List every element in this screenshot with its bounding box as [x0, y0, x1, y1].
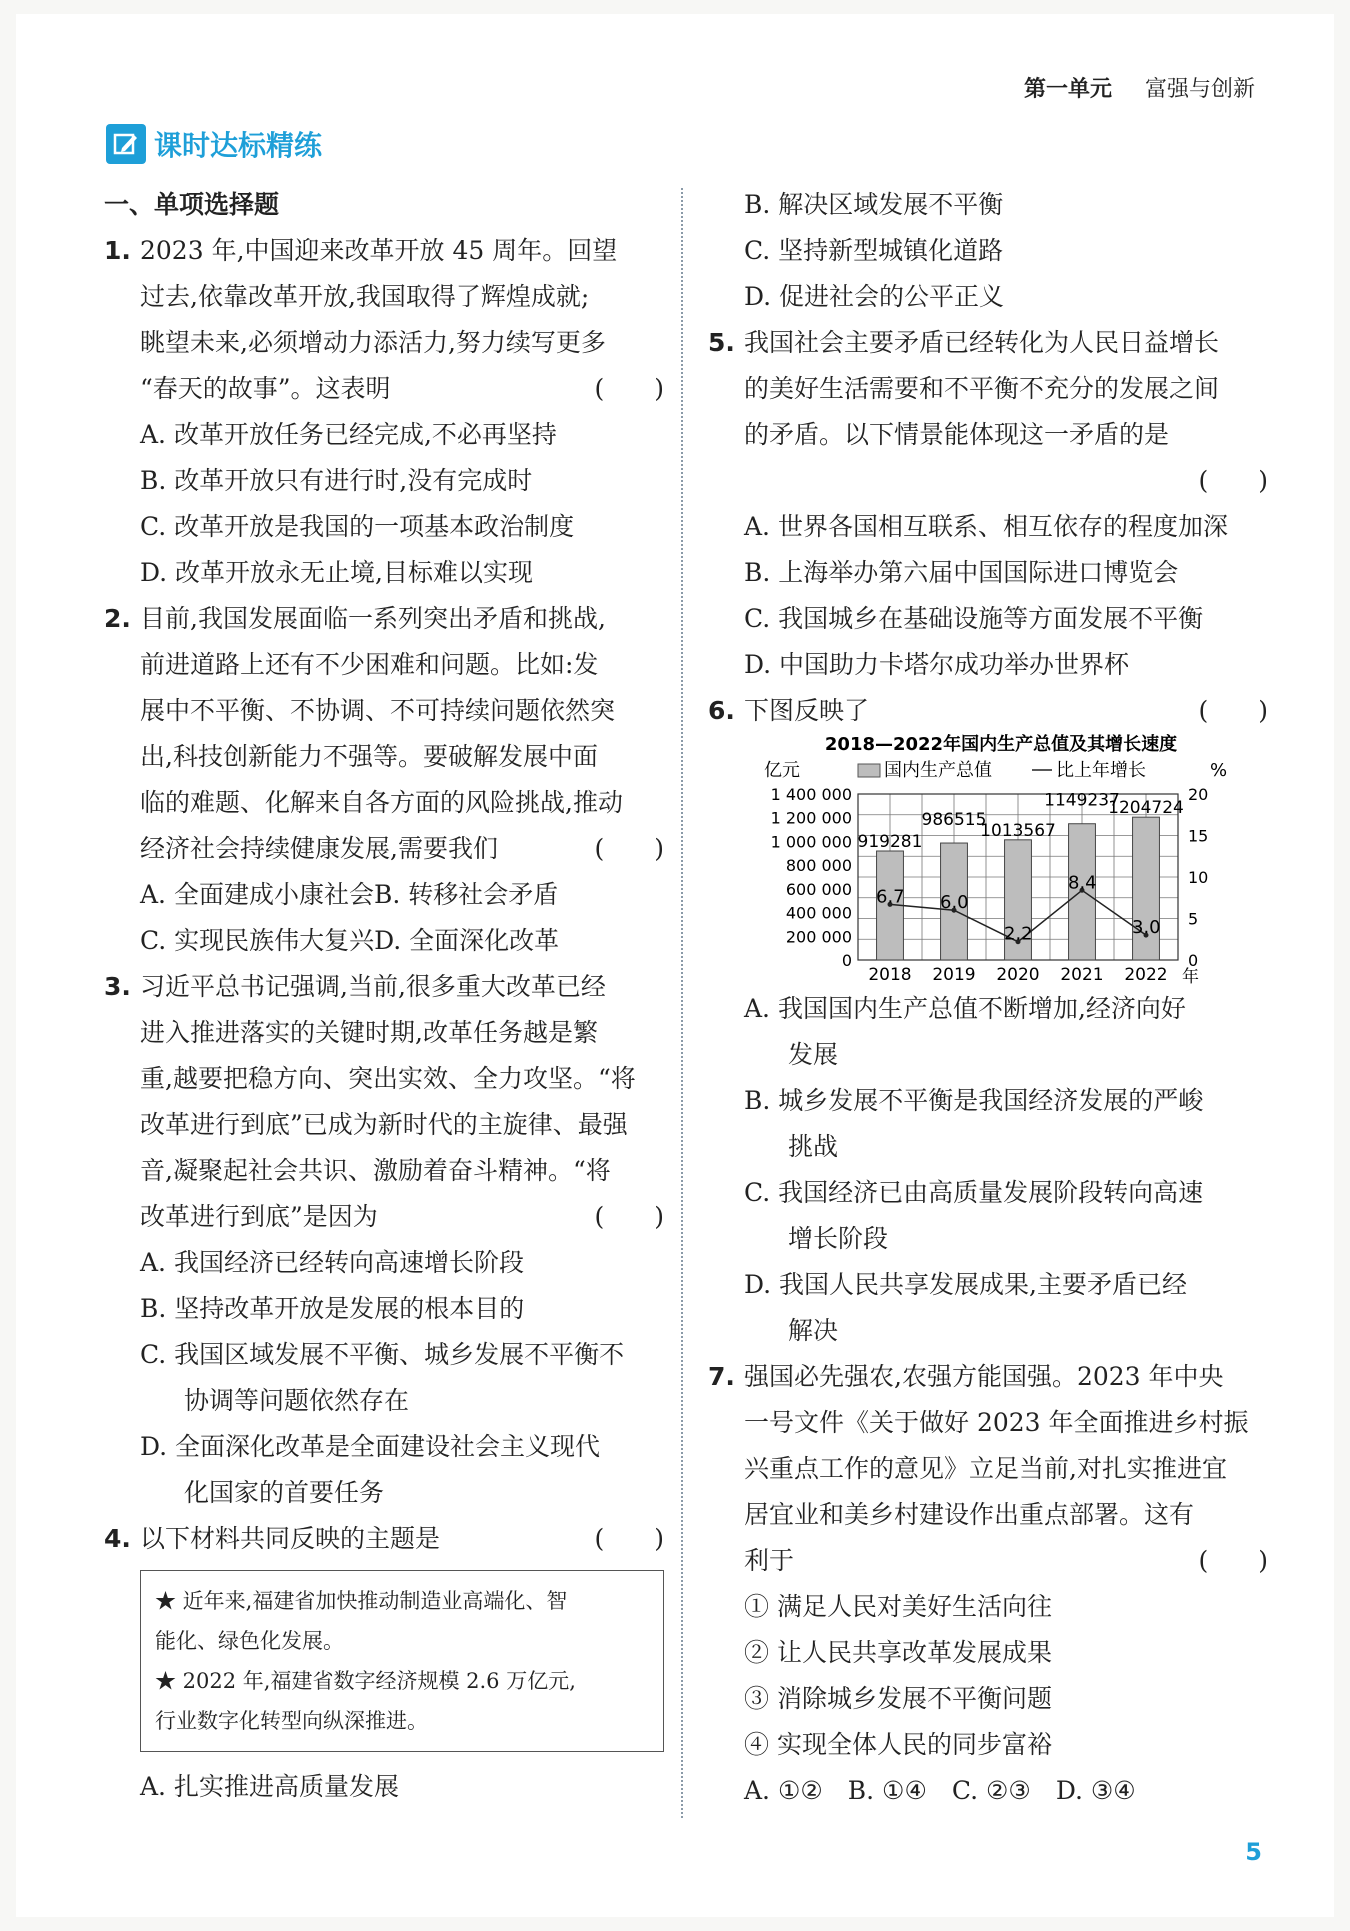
option-line: ② 让人民共享改革发展成果 [744, 1638, 1052, 1667]
question-text: 兴重点工作的意见》立足当前,对扎实推进宜 [744, 1454, 1227, 1483]
text-line [104, 228, 664, 274]
question-text: 下图反映了 [744, 696, 870, 725]
answer-bracket: ( ) [1198, 466, 1268, 495]
question-text: 前进道路上还有不少困难和问题。比如:发 [140, 650, 599, 679]
right-axis-unit: % [1210, 760, 1228, 781]
text-line [104, 366, 664, 412]
option-line: A. 世界各国相互联系、相互依存的程度加深 [744, 512, 1228, 541]
option-line: B. 改革开放只有进行时,没有完成时 [140, 466, 533, 495]
material-line: 能化、绿色化发展。 [155, 1629, 344, 1653]
left-tick-label: 200 000 [785, 927, 852, 947]
option-line: B. 解决区域发展不平衡 [744, 190, 1004, 219]
section-header [106, 124, 322, 164]
chart-title: 2018—2022年国内生产总值及其增长速度 [824, 734, 1178, 755]
question-number: 2. [104, 604, 131, 633]
material-line: ★ 2022 年,福建省数字经济规模 2.6 万亿元, [155, 1669, 576, 1693]
answer-bracket: ( ) [594, 834, 664, 863]
text-line [708, 1538, 1268, 1584]
option-line: B. 坚持改革开放是发展的根本目的 [140, 1294, 525, 1323]
question-text: 2023 年,中国迎来改革开放 45 周年。回望 [140, 236, 618, 265]
question-number: 4. [104, 1524, 131, 1553]
left-tick-label: 1 400 000 [770, 785, 852, 804]
question-text: 居宜业和美乡村建设作出重点部署。这有 [744, 1500, 1195, 1529]
text-line [104, 1516, 664, 1562]
left-axis-unit: 亿元 [764, 760, 800, 781]
option-line-cont: 解决 [788, 1316, 839, 1345]
growth-label: 8.4 [1068, 872, 1097, 894]
option-line: A. 我国经济已经转向高速增长阶段 [140, 1248, 524, 1277]
growth-label: 6.0 [940, 892, 969, 914]
option-line-cont: 化国家的首要任务 [184, 1478, 385, 1507]
text-line [104, 1010, 664, 1056]
answer-bracket: ( ) [594, 374, 664, 403]
text-line [104, 734, 664, 780]
right-question-lines-a [708, 182, 1268, 734]
question-text: 过去,依靠改革开放,我国取得了辉煌成就; [140, 282, 590, 311]
right-question-lines-b [708, 986, 1268, 1814]
text-line [104, 780, 664, 826]
option-line: A. 全面建成小康社会B. 转移社会矛盾 [140, 880, 559, 909]
text-line [104, 596, 664, 642]
option-line: C. 实现民族伟大复兴D. 全面深化改革 [140, 926, 560, 955]
option-line: D. 促进社会的公平正义 [744, 282, 1005, 311]
unit-label: 第一单元 [1023, 77, 1112, 102]
x-tick-label: 2021 [1060, 965, 1104, 985]
option-line: A. 改革开放任务已经完成,不必再坚持 [140, 420, 557, 449]
question-text: 利于 [744, 1546, 795, 1575]
page-header [1024, 72, 1255, 103]
right-tick-label: 0 [1188, 951, 1199, 970]
left-question-lines [104, 228, 664, 1562]
question-text: 目前,我国发展面临一系列突出矛盾和挑战, [140, 604, 606, 633]
option-line: A. ①② B. ①④ C. ②③ D. ③④ [744, 1776, 1136, 1805]
growth-label: 6.7 [876, 886, 905, 908]
answer-bracket: ( ) [1198, 1546, 1268, 1575]
right-tick-label: 20 [1188, 785, 1209, 804]
question-text: 的美好生活需要和不平衡不充分的发展之间 [744, 374, 1220, 403]
left-tick-label: 1 000 000 [770, 832, 852, 852]
material-box [140, 1570, 664, 1752]
question-text: 我国社会主要矛盾已经转化为人民日益增长 [744, 328, 1220, 357]
question-text: 改革进行到底”已成为新时代的主旋律、最强 [140, 1110, 628, 1139]
column-divider [681, 188, 683, 1818]
gdp-bar-label: 986515 [921, 810, 987, 831]
text-line [104, 642, 664, 688]
text-line [708, 366, 1268, 412]
question-text: “春天的故事”。这表明 [140, 374, 391, 403]
text-line [708, 1400, 1268, 1446]
option-line-cont: 发展 [788, 1040, 839, 1069]
option-line: D. 中国助力卡塔尔成功举办世界杯 [744, 650, 1130, 679]
option-line: D. 改革开放永无止境,目标难以实现 [140, 558, 533, 587]
question-text: 的矛盾。以下情景能体现这一矛盾的是 [744, 420, 1170, 449]
right-tick-label: 10 [1188, 868, 1209, 887]
option-line: C. 我国经济已由高质量发展阶段转向高速 [744, 1178, 1204, 1207]
question-text: 改革进行到底”是因为 [140, 1202, 378, 1231]
answer-bracket: ( ) [594, 1524, 664, 1553]
page-number: 5 [1245, 1838, 1262, 1866]
option-line: D. 我国人民共享发展成果,主要矛盾已经 [744, 1270, 1187, 1299]
question-number: 5. [708, 328, 735, 357]
left-tick-label: 800 000 [785, 856, 852, 876]
question-text: 进入推进落实的关键时期,改革任务越是繁 [140, 1018, 598, 1047]
legend-bar-swatch [858, 764, 880, 777]
question-number: 3. [104, 972, 131, 1001]
gdp-bar-label: 1013567 [980, 820, 1056, 841]
question-text: 经济社会持续健康发展,需要我们 [140, 834, 498, 863]
question-text: 音,凝聚起社会共识、激励着奋斗精神。“将 [140, 1156, 611, 1185]
option-line: ③ 消除城乡发展不平衡问题 [744, 1684, 1052, 1713]
text-line [708, 1446, 1268, 1492]
gdp-bar-label: 919281 [857, 831, 923, 852]
option-line: C. 坚持新型城镇化道路 [744, 236, 1004, 265]
left-tick-label: 600 000 [785, 879, 852, 899]
right-tick-label: 15 [1188, 826, 1209, 846]
question-text: 强国必先强农,农强方能国强。2023 年中央 [744, 1362, 1224, 1391]
right-tick-label: 5 [1188, 909, 1199, 929]
text-line [708, 1354, 1268, 1400]
section-heading: 一、单项选择题 [104, 190, 280, 219]
unit-title: 富强与创新 [1144, 77, 1255, 102]
text-line [708, 1492, 1268, 1538]
gdp-bar-label: 1204724 [1108, 798, 1184, 819]
x-tick-label: 2020 [996, 965, 1040, 985]
option-line-cont: 挑战 [788, 1132, 839, 1161]
gdp-chart [744, 734, 1258, 986]
left-tick-label: 1 200 000 [770, 808, 852, 828]
pencil-icon [106, 124, 146, 164]
question-text: 眺望未来,必须增动力添活力,努力续写更多 [140, 328, 606, 357]
x-tick-label: 2018 [868, 965, 912, 985]
legend-bar-label: 国内生产总值 [884, 760, 992, 781]
left-tick-label: 0 [841, 951, 852, 970]
answer-bracket: ( ) [1198, 696, 1268, 725]
text-line [708, 412, 1268, 458]
x-tick-label: 2022 [1124, 965, 1168, 985]
text-line [708, 320, 1268, 366]
left-tick-label: 400 000 [785, 903, 852, 923]
text-line [104, 1056, 664, 1102]
right-column [708, 182, 1268, 1814]
gdp-bar [1133, 817, 1160, 960]
question-text: 展中不平衡、不协调、不可持续问题依然突 [140, 696, 616, 725]
text-line [708, 458, 1268, 504]
question-text: 临的难题、化解来自各方面的风险挑战,推动 [140, 788, 623, 817]
text-line [708, 688, 1268, 734]
question-number: 7. [708, 1362, 735, 1391]
option-line: ① 满足人民对美好生活向往 [744, 1592, 1052, 1621]
question-number: 1. [104, 236, 131, 265]
x-axis-unit: 年 [1182, 967, 1199, 986]
option-line: B. 城乡发展不平衡是我国经济发展的严峻 [744, 1086, 1204, 1115]
question-text: 出,科技创新能力不强等。要破解发展中面 [140, 742, 598, 771]
left-column [104, 182, 664, 1810]
growth-label: 3.0 [1132, 917, 1161, 939]
option-line: C. 我国区域发展不平衡、城乡发展不平衡不 [140, 1340, 625, 1369]
gdp-bar-label: 1149237 [1044, 790, 1120, 811]
gdp-chart-svg [744, 734, 1258, 986]
question-text: 以下材料共同反映的主题是 [140, 1524, 441, 1553]
text-line [104, 274, 664, 320]
q4-option-a: A. 扎实推进高质量发展 [140, 1772, 399, 1801]
option-line: D. 全面深化改革是全面建设社会主义现代 [140, 1432, 601, 1461]
question-number: 6. [708, 696, 735, 725]
text-line [104, 1148, 664, 1194]
option-line: A. 我国国内生产总值不断增加,经济向好 [744, 994, 1186, 1023]
option-line-cont: 协调等问题依然存在 [184, 1386, 410, 1415]
answer-bracket: ( ) [594, 1202, 664, 1231]
text-line [104, 826, 664, 872]
option-line-cont: 增长阶段 [788, 1224, 889, 1253]
option-line: B. 上海举办第六届中国国际进口博览会 [744, 558, 1179, 587]
text-line [104, 688, 664, 734]
question-text: 习近平总书记强调,当前,很多重大改革已经 [140, 972, 606, 1001]
question-text: 一号文件《关于做好 2023 年全面推进乡村振 [744, 1408, 1249, 1437]
question-text: 重,越要把稳方向、突出实效、全力攻坚。“将 [140, 1064, 636, 1093]
material-line: 行业数字化转型向纵深推进。 [155, 1709, 428, 1733]
text-line [104, 320, 664, 366]
text-line [104, 964, 664, 1010]
option-line: ④ 实现全体人民的同步富裕 [744, 1730, 1052, 1759]
growth-label: 2.2 [1004, 923, 1033, 945]
option-line: C. 我国城乡在基础设施等方面发展不平衡 [744, 604, 1204, 633]
legend-line-label: 比上年增长 [1056, 760, 1146, 781]
text-line [104, 1194, 664, 1240]
x-tick-label: 2019 [932, 965, 976, 985]
section-title: 课时达标精练 [154, 129, 323, 162]
material-line: ★ 近年来,福建省加快推动制造业高端化、智 [155, 1589, 568, 1613]
option-line: C. 改革开放是我国的一项基本政治制度 [140, 512, 575, 541]
text-line [104, 1102, 664, 1148]
